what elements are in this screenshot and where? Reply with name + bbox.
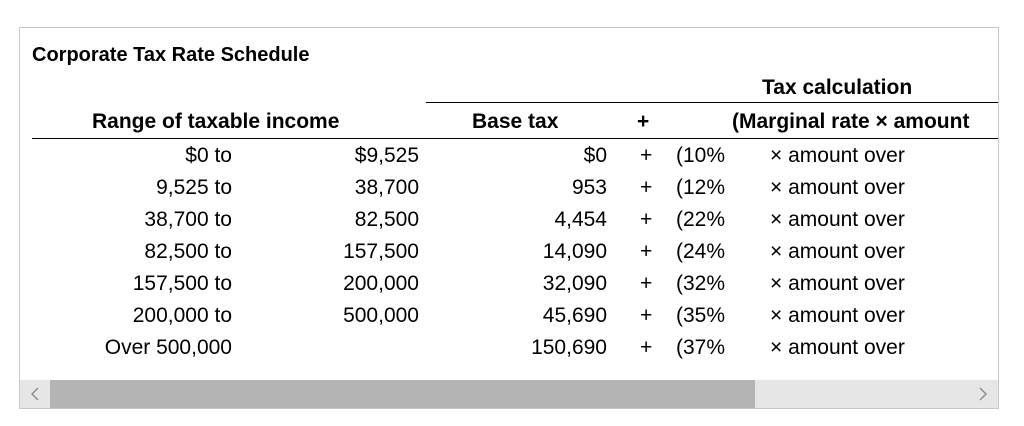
base-tax: 14,090	[542, 240, 607, 263]
table-row	[20, 336, 999, 368]
header-tax-calculation: Tax calculation	[762, 76, 913, 99]
scrollbar-thumb[interactable]	[50, 380, 755, 408]
marginal-rate: (10%	[676, 144, 726, 167]
marginal-rate: (22%	[676, 208, 726, 231]
horizontal-scrollbar[interactable]	[20, 380, 998, 408]
amount-over: × amount over	[770, 304, 905, 327]
header-divider	[32, 138, 999, 139]
header-marginal-rate: (Marginal rate × amount	[732, 110, 970, 133]
base-tax: 953	[571, 176, 607, 199]
range-high: 157,500	[343, 240, 419, 263]
amount-over: × amount over	[770, 176, 905, 199]
range-low: Over 500,000	[104, 336, 232, 359]
range-high: 200,000	[343, 272, 419, 295]
range-low: 200,000 to	[132, 304, 232, 327]
marginal-rate: (24%	[676, 240, 726, 263]
marginal-rate: (35%	[676, 304, 726, 327]
range-low: 9,525 to	[156, 176, 232, 199]
page-title: Corporate Tax Rate Schedule	[32, 44, 310, 66]
tax-schedule-panel	[19, 27, 999, 409]
range-low: 38,700 to	[144, 208, 232, 231]
table-row	[20, 240, 999, 272]
plus-sign: +	[640, 336, 653, 359]
table-row	[20, 272, 999, 304]
chevron-left-icon[interactable]	[20, 380, 50, 408]
amount-over: × amount over	[770, 240, 905, 263]
header-divider-top	[426, 102, 999, 103]
table-row	[20, 304, 999, 336]
amount-over: × amount over	[770, 336, 905, 359]
plus-sign: +	[640, 272, 653, 295]
marginal-rate: (12%	[676, 176, 726, 199]
header-base-tax: Base tax	[472, 110, 559, 133]
range-low: $0 to	[185, 144, 232, 167]
table-row	[20, 144, 999, 176]
marginal-rate: (32%	[676, 272, 726, 295]
range-low: 82,500 to	[144, 240, 232, 263]
base-tax: 4,454	[554, 208, 607, 231]
base-tax: 45,690	[542, 304, 607, 327]
amount-over: × amount over	[770, 272, 905, 295]
table-row	[20, 176, 999, 208]
chevron-right-icon[interactable]	[968, 380, 998, 408]
header-plus: +	[637, 110, 650, 133]
base-tax: 150,690	[531, 336, 607, 359]
range-low: 157,500 to	[132, 272, 232, 295]
amount-over: × amount over	[770, 144, 905, 167]
plus-sign: +	[640, 144, 653, 167]
amount-over: × amount over	[770, 208, 905, 231]
marginal-rate: (37%	[676, 336, 726, 359]
range-high: $9,525	[354, 144, 419, 167]
range-high: 82,500	[354, 208, 419, 231]
plus-sign: +	[640, 208, 653, 231]
plus-sign: +	[640, 304, 653, 327]
table-row	[20, 208, 999, 240]
base-tax: 32,090	[542, 272, 607, 295]
plus-sign: +	[640, 176, 653, 199]
header-range: Range of taxable income	[92, 110, 340, 133]
plus-sign: +	[640, 240, 653, 263]
base-tax: $0	[583, 144, 607, 167]
range-high: 38,700	[354, 176, 419, 199]
range-high: 500,000	[343, 304, 419, 327]
